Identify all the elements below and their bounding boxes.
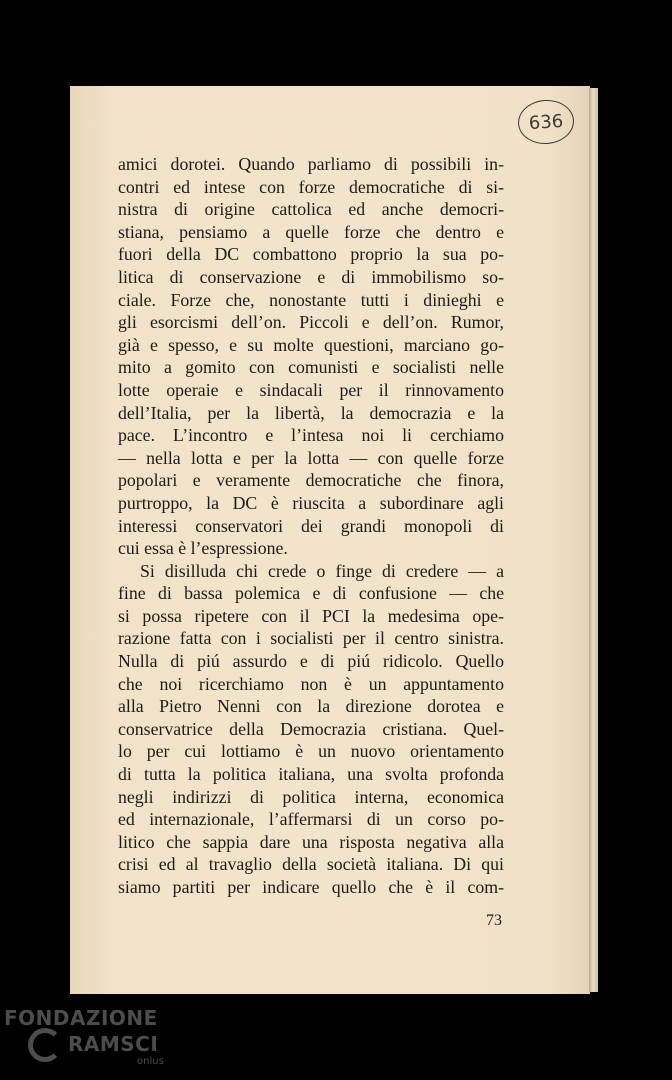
text-line: conservatrice della Democrazia cristiana. Quel-: [118, 718, 504, 739]
fondazione-gramsci-logo: [4, 1006, 184, 1076]
text-line: Si disilluda chi crede o finge di credere — a: [140, 560, 504, 581]
text-line: contri ed intese con forze democratiche di si-: [118, 176, 504, 197]
text-line: mito a gomito con comunisti e socialisti nelle: [118, 357, 504, 378]
text-line: negli indirizzi di politica interna, economica: [118, 786, 504, 807]
text-line: amici dorotei. Quando parliamo di possibili in-: [118, 154, 504, 174]
text-line: gli esorcismi dell’on. Piccoli e dell’on. Rumor,: [118, 312, 504, 333]
text-line: purtroppo, la DC è riuscita a subordinare agli: [118, 492, 504, 513]
text-line: si possa ripetere con il PCI la medesima ope-: [118, 605, 504, 626]
text-line: dell’Italia, per la libertà, la democrazia e la: [118, 402, 504, 423]
text-line: nistra di origine cattolica ed anche democri-: [118, 199, 504, 220]
body-text: [118, 153, 504, 899]
logo-line2: RAMSCI: [68, 1032, 159, 1056]
archive-number: 636: [528, 110, 564, 134]
text-line: — nella lotta e per la lotta — con quelle forze: [118, 447, 504, 468]
page-edge: [589, 88, 598, 992]
text-line: litico che sappia dare una risposta negativa alla: [118, 831, 504, 852]
text-line: popolari e veramente democratiche che finora,: [118, 470, 504, 491]
text-line: fuori della DC combattono proprio la sua po-: [118, 244, 504, 265]
logo-line1: FONDAZIONE: [4, 1006, 158, 1030]
text-line: crisi ed al travaglio della società italiana. Di qui: [118, 854, 504, 875]
text-line: razione fatta con i socialisti per il centro sinistra.: [118, 628, 504, 649]
text-line: stiana, pensiamo a quelle forze che dentro e: [118, 221, 504, 242]
text-line: litica di conservazione e di immobilismo so-: [118, 266, 504, 287]
text-line: alla Pietro Nenni con la direzione dorotea e: [118, 696, 504, 717]
logo-g-icon: [28, 1028, 62, 1062]
text-line: pace. L’incontro e l’intesa noi li cerchiamo: [118, 425, 504, 446]
text-line: di tutta la politica italiana, una svolta profonda: [118, 764, 504, 785]
text-line: lotte operaie e sindacali per il rinnovamento: [118, 379, 504, 400]
page-number: 73: [486, 912, 502, 929]
text-line: che noi ricerchiamo non è un appuntamento: [118, 673, 504, 694]
text-line: fine di bassa polemica e di confusione — che: [118, 583, 504, 604]
text-line: lo per cui lottiamo è un nuovo orientamento: [118, 741, 504, 762]
text-line: interessi conservatori dei grandi monopoli di: [118, 515, 504, 536]
text-line: ed internazionale, l’affermarsi di un corso po-: [118, 809, 504, 830]
text-line: siamo partiti per indicare quello che è il com-: [118, 877, 504, 897]
text-line: già e spesso, e su molte questioni, marciano go-: [118, 334, 504, 355]
text-line: ciale. Forze che, nonostante tutti i dinieghi e: [118, 289, 504, 310]
logo-suffix: onlus: [137, 1056, 164, 1067]
text-line: Nulla di piú assurdo e di piú ridicolo. Quello: [118, 651, 504, 672]
text-line: cui essa è l’espressione.: [118, 538, 288, 559]
